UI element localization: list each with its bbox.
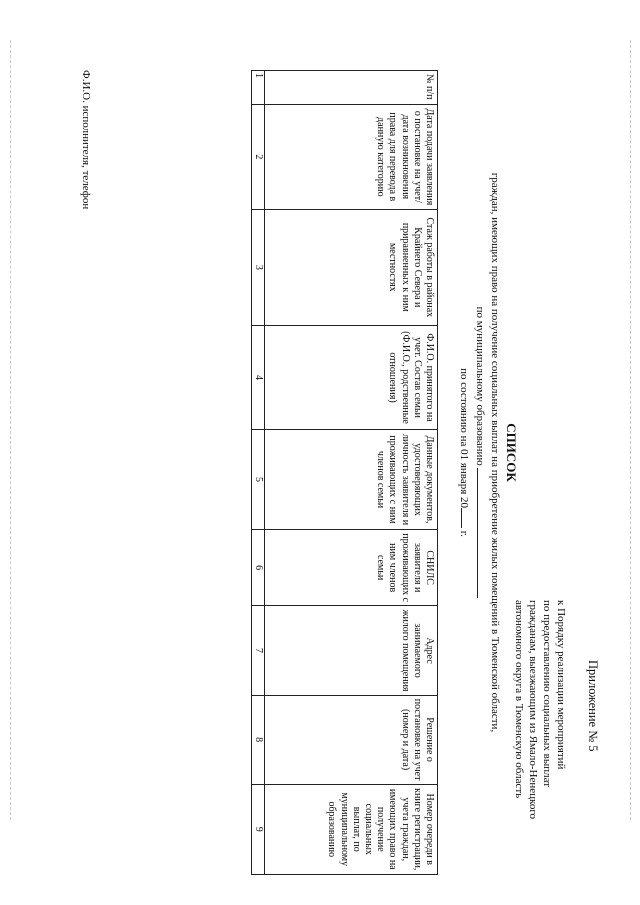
column-number: 2 (251, 104, 264, 209)
municipality-prefix: по муниципальному образованию (474, 306, 486, 466)
table-header-row (265, 71, 438, 875)
appendix-line: автономного округа в Тюменскую область (513, 600, 525, 799)
column-header: Номер очереди в книге регистрации, учета граждан, имеющих право на получение социальных выплат, по муниципальному образованию (265, 784, 438, 874)
column-number: 7 (251, 606, 264, 695)
scan-edge-left (10, 40, 11, 820)
column-number: 4 (251, 325, 264, 429)
municipality-line (473, 30, 489, 875)
date-prefix: по состоянию на 01 января 20 (458, 368, 471, 509)
column-number: 5 (251, 430, 264, 530)
appendix-block (512, 600, 600, 875)
appendix-line: по предоставлению социальных выплат (541, 600, 553, 788)
appendix-line: гражданам, выезжающим из Ямало-Ненецкого (527, 600, 539, 820)
list-subtitle: граждан, имеющих право на получение социальных выплат на приобретение жилых помещений в Тюменской области, (489, 172, 502, 733)
appendix-title: Приложение № 5 (586, 660, 600, 752)
register-table (251, 70, 438, 875)
list-title: СПИСОК (504, 423, 519, 482)
column-header: Данные документов, удостоверяющих личность заявителя и проживающих с ним членов семьи (265, 430, 438, 530)
column-number: 3 (251, 209, 264, 325)
column-header: № п/п (265, 71, 438, 105)
municipality-blank (477, 468, 488, 598)
executor-note: Ф.И.О. исполнителя, телефон (80, 70, 92, 210)
column-number: 9 (251, 784, 264, 874)
appendix-line: к Порядку реализации мероприятий (555, 600, 567, 770)
document-page (40, 30, 600, 875)
column-header: Стаж работы в районах Крайнего Севера и приравненных к ним местностях (265, 209, 438, 325)
scan-edge-right (630, 40, 631, 820)
list-header (457, 30, 518, 875)
column-header: Дата подачи заявления о постановке на учет/дата возникновения права для перевода в данную категорию (265, 104, 438, 209)
column-number-row (251, 71, 264, 875)
column-header: Адрес занимаемого жилого помещения (265, 606, 438, 695)
date-line (457, 30, 473, 875)
column-header: Решение о постановке на учет (номер и дата) (265, 695, 438, 784)
column-header: СНИЛС заявителя и проживающих с ним членов семьи (265, 529, 438, 606)
column-number: 1 (251, 71, 264, 105)
column-number: 8 (251, 695, 264, 784)
column-number: 6 (251, 529, 264, 606)
date-suffix: г. (458, 530, 471, 537)
column-header: Ф.И.О. принятого на учет. Состав семьи (Ф.И.О., родственные отношения) (265, 325, 438, 429)
year-blank (462, 508, 473, 528)
